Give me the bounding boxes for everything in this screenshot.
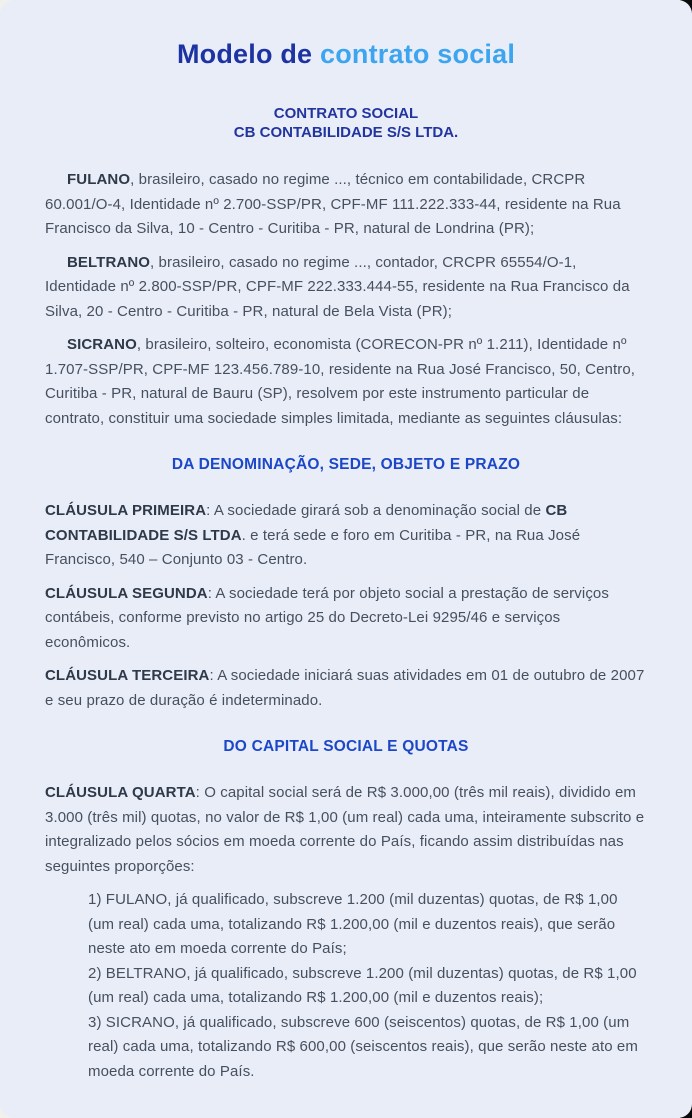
- party-details-beltrano: , brasileiro, casado no regime ..., contador, CRCPR 65554/O-1, Identidade nº 2.800-SSP/PR, CPF-MF 222.333.444-55, residente na Rua Francisco da Silva, 20 - Centro - Curitiba - PR, natural de Bela Vista (PR);: [45, 253, 630, 320]
- party-name-beltrano: BELTRANO: [67, 253, 151, 271]
- document-title-line2: CB CONTABILIDADE S/S LTDA.: [233, 124, 459, 141]
- party-paragraph-beltrano: [45, 251, 647, 325]
- party-details-fulano: , brasileiro, casado no regime ..., técnico em contabilidade, CRCPR 60.001/O-4, Identidade nº 2.700-SSP/PR, CPF-MF 111.222.333-44, residente na Rua Francisco da Silva, 10 - Centro - Curitiba - PR, natural de Londrina (PR);: [45, 171, 621, 237]
- page-title-highlight: contrato social: [312, 39, 516, 69]
- clausula-primeira-label: CLÁUSULA PRIMEIRA: [45, 502, 207, 519]
- clausula-primeira: [45, 499, 647, 573]
- clausula-segunda-text: : A sociedade terá por objeto social a prestação de serviços contábeis, conforme previsto no artigo 25 do Decreto-Lei 9295/46 e serviços econômicos.: [45, 584, 609, 651]
- document-title: [45, 104, 647, 142]
- party-name-sicrano: SICRANO: [67, 336, 137, 353]
- quota-item-beltrano: 2) BELTRANO, já qualificado, subscreve 1.200 (mil duzentas) quotas, de R$ 1,00 (um real) cada uma, totalizando R$ 1.200,00 (mil e duzentos reais);: [88, 964, 637, 1006]
- company-name-bold: CB CONTABILIDADE S/S LTDA: [45, 502, 568, 544]
- clausula-quarta-text: : O capital social será de R$ 3.000,00 (três mil reais), dividido em 3.000 (três mil) quotas, no valor de R$ 1,00 (um real) cada uma, inteiramente subscrito e integralizado pelos sócios em moeda corrente do País, ficando assim distribuídas nas seguintes proporções:: [45, 784, 645, 875]
- document-body: [45, 168, 647, 1084]
- clausula-terceira-label: CLÁUSULA TERCEIRA: [45, 667, 210, 684]
- section-heading-denominacao: DA DENOMINAÇÃO, SEDE, OBJETO E PRAZO: [171, 456, 521, 473]
- page-title: [45, 38, 647, 70]
- party-paragraph-sicrano: [45, 333, 647, 431]
- party-name-fulano: FULANO: [67, 171, 131, 188]
- clausula-quarta: [45, 781, 647, 879]
- clausula-segunda: [45, 582, 647, 656]
- page-title-prefix: Modelo de: [176, 39, 313, 69]
- clausula-primeira-text1: : A sociedade girará sob a denominação social de: [206, 502, 546, 519]
- party-paragraph-fulano: [45, 168, 647, 242]
- document-title-line1: CONTRATO SOCIAL: [273, 105, 419, 122]
- clausula-segunda-label: CLÁUSULA SEGUNDA: [45, 584, 208, 602]
- clausula-terceira: [45, 664, 647, 713]
- section-heading-capital: DO CAPITAL SOCIAL E QUOTAS: [223, 738, 469, 755]
- clausula-primeira-text2: . e terá sede e foro em Curitiba - PR, na Rua José Francisco, 540 – Conjunto 03 - Centro.: [45, 526, 581, 568]
- clausula-quarta-label: CLÁUSULA QUARTA: [45, 784, 196, 801]
- clausula-terceira-text: : A sociedade iniciará suas atividades em 01 de outubro de 2007 e seu prazo de duração é indeterminado.: [45, 667, 645, 709]
- quota-item-sicrano: 3) SICRANO, já qualificado, subscreve 600 (seiscentos) quotas, de R$ 1,00 (um real) cada uma, totalizando R$ 600,00 (seiscentos reais), que serão neste ato em moeda corrente do País.: [88, 1013, 638, 1080]
- quota-item-fulano: 1) FULANO, já qualificado, subscreve 1.200 (mil duzentas) quotas, de R$ 1,00 (um real) cada uma, totalizando R$ 1.200,00 (mil e duzentos reais), que serão neste ato em moeda corrente do País;: [88, 891, 618, 957]
- quota-distribution-list: [88, 888, 647, 1084]
- party-details-sicrano: , brasileiro, solteiro, economista (CORECON-PR nº 1.211), Identidade nº 1.707-SSP/PR, CPF-MF 123.456.789-10, residente na Rua José Francisco, 50, Centro, Curitiba - PR, natural de Bauru (SP), resolvem por este instrumento particular de contrato, constituir uma sociedade simples limitada, mediante as seguintes cláusulas:: [45, 336, 636, 427]
